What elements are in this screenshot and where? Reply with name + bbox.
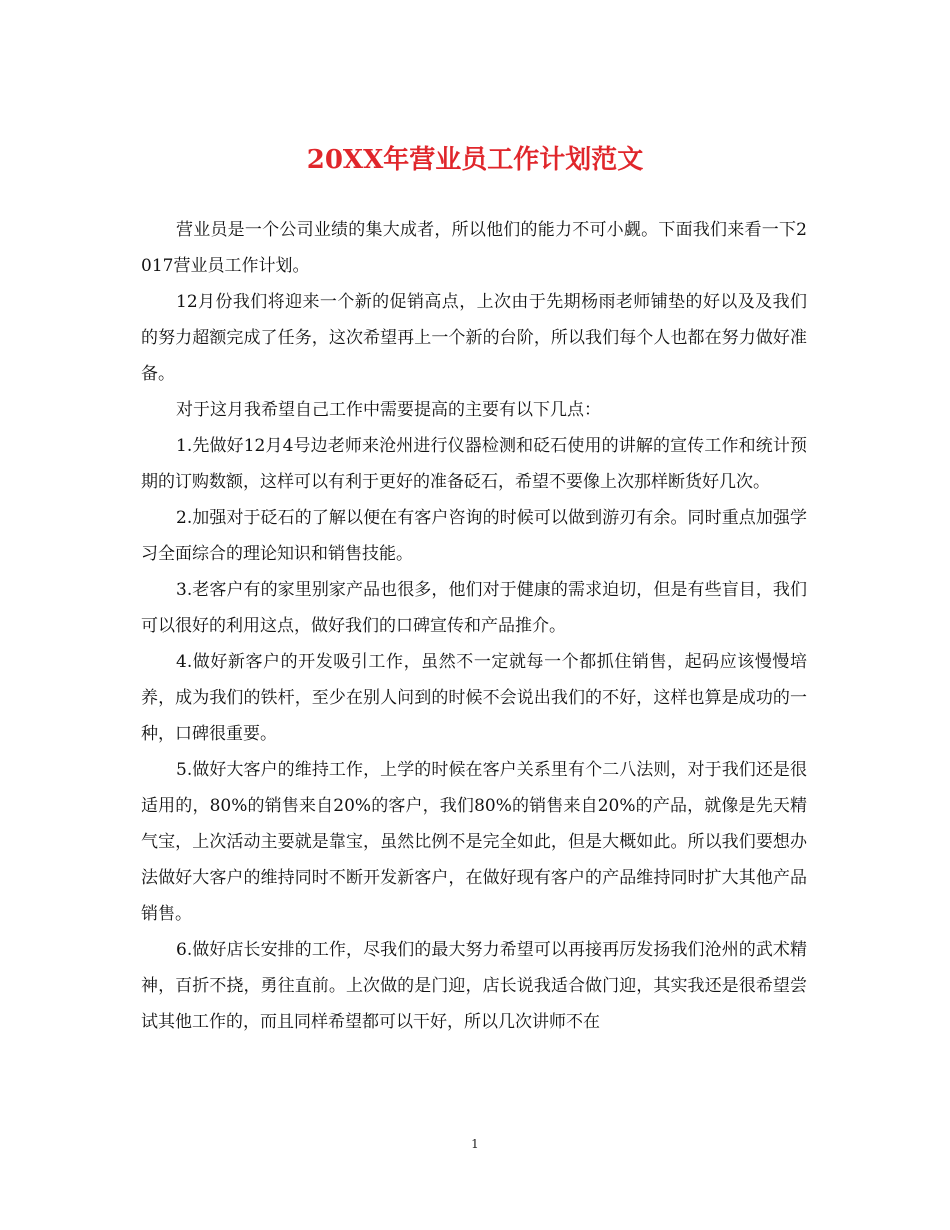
paragraph-goals-intro: 对于这月我希望自己工作中需要提高的主要有以下几点： <box>176 400 601 420</box>
paragraph-point-3: 3.老客户有的家里别家产品也很多，他们对于健康的需求迫切，但是有些盲目，我们可以很好的利用这点，做好我们的口碑宣传和产品推介。 <box>141 580 807 636</box>
paragraph-promotion: 12月份我们将迎来一个新的促销高点，上次由于先期杨雨老师铺垫的好以及及我们的努力超额完成了任务，这次希望再上一个新的台阶，所以我们每个人也都在努力做好准备。 <box>141 292 807 384</box>
paragraph-point-1: 1.先做好12月4号边老师来沧州进行仪器检测和砭石使用的讲解的宣传工作和统计预期的订购数额，这样可以有利于更好的准备砭石，希望不要像上次那样断货好几次。 <box>141 436 807 492</box>
paragraph-point-6: 6.做好店长安排的工作，尽我们的最大努力希望可以再接再厉发扬我们沧州的武术精神，百折不挠，勇往直前。上次做的是门迎，店长说我适合做门迎，其实我还是很希望尝试其他工作的，而且同样希望都可以干好，所以几次讲师不在 <box>141 940 807 1032</box>
document-title: 20XX年营业员工作计划范文 <box>306 145 644 175</box>
page-number: 1 <box>471 1137 479 1151</box>
paragraph-point-5: 5.做好大客户的维持工作，上学的时候在客户关系里有个二八法则，对于我们还是很适用的，80%的销售来自20%的客户，我们80%的销售来自20%的产品，就像是先天精气宝，上次活动主要就是靠宝，虽然比例不是完全如此，但是大概如此。所以我们要想办法做好大客户的维持同时不断开发新客户，在做好现有客户的产品维持同时扩大其他产品销售。 <box>141 760 807 924</box>
paragraph-point-4: 4.做好新客户的开发吸引工作，虽然不一定就每一个都抓住销售，起码应该慢慢培养，成为我们的铁杆，至少在别人问到的时候不会说出我们的不好，这样也算是成功的一种，口碑很重要。 <box>141 652 807 744</box>
paragraph-point-2: 2.加强对于砭石的了解以便在有客户咨询的时候可以做到游刃有余。同时重点加强学习全面综合的理论知识和销售技能。 <box>141 508 807 564</box>
document-body <box>141 212 807 1040</box>
paragraph-intro: 营业员是一个公司业绩的集大成者，所以他们的能力不可小觑。下面我们来看一下2017营业员工作计划。 <box>141 220 807 276</box>
